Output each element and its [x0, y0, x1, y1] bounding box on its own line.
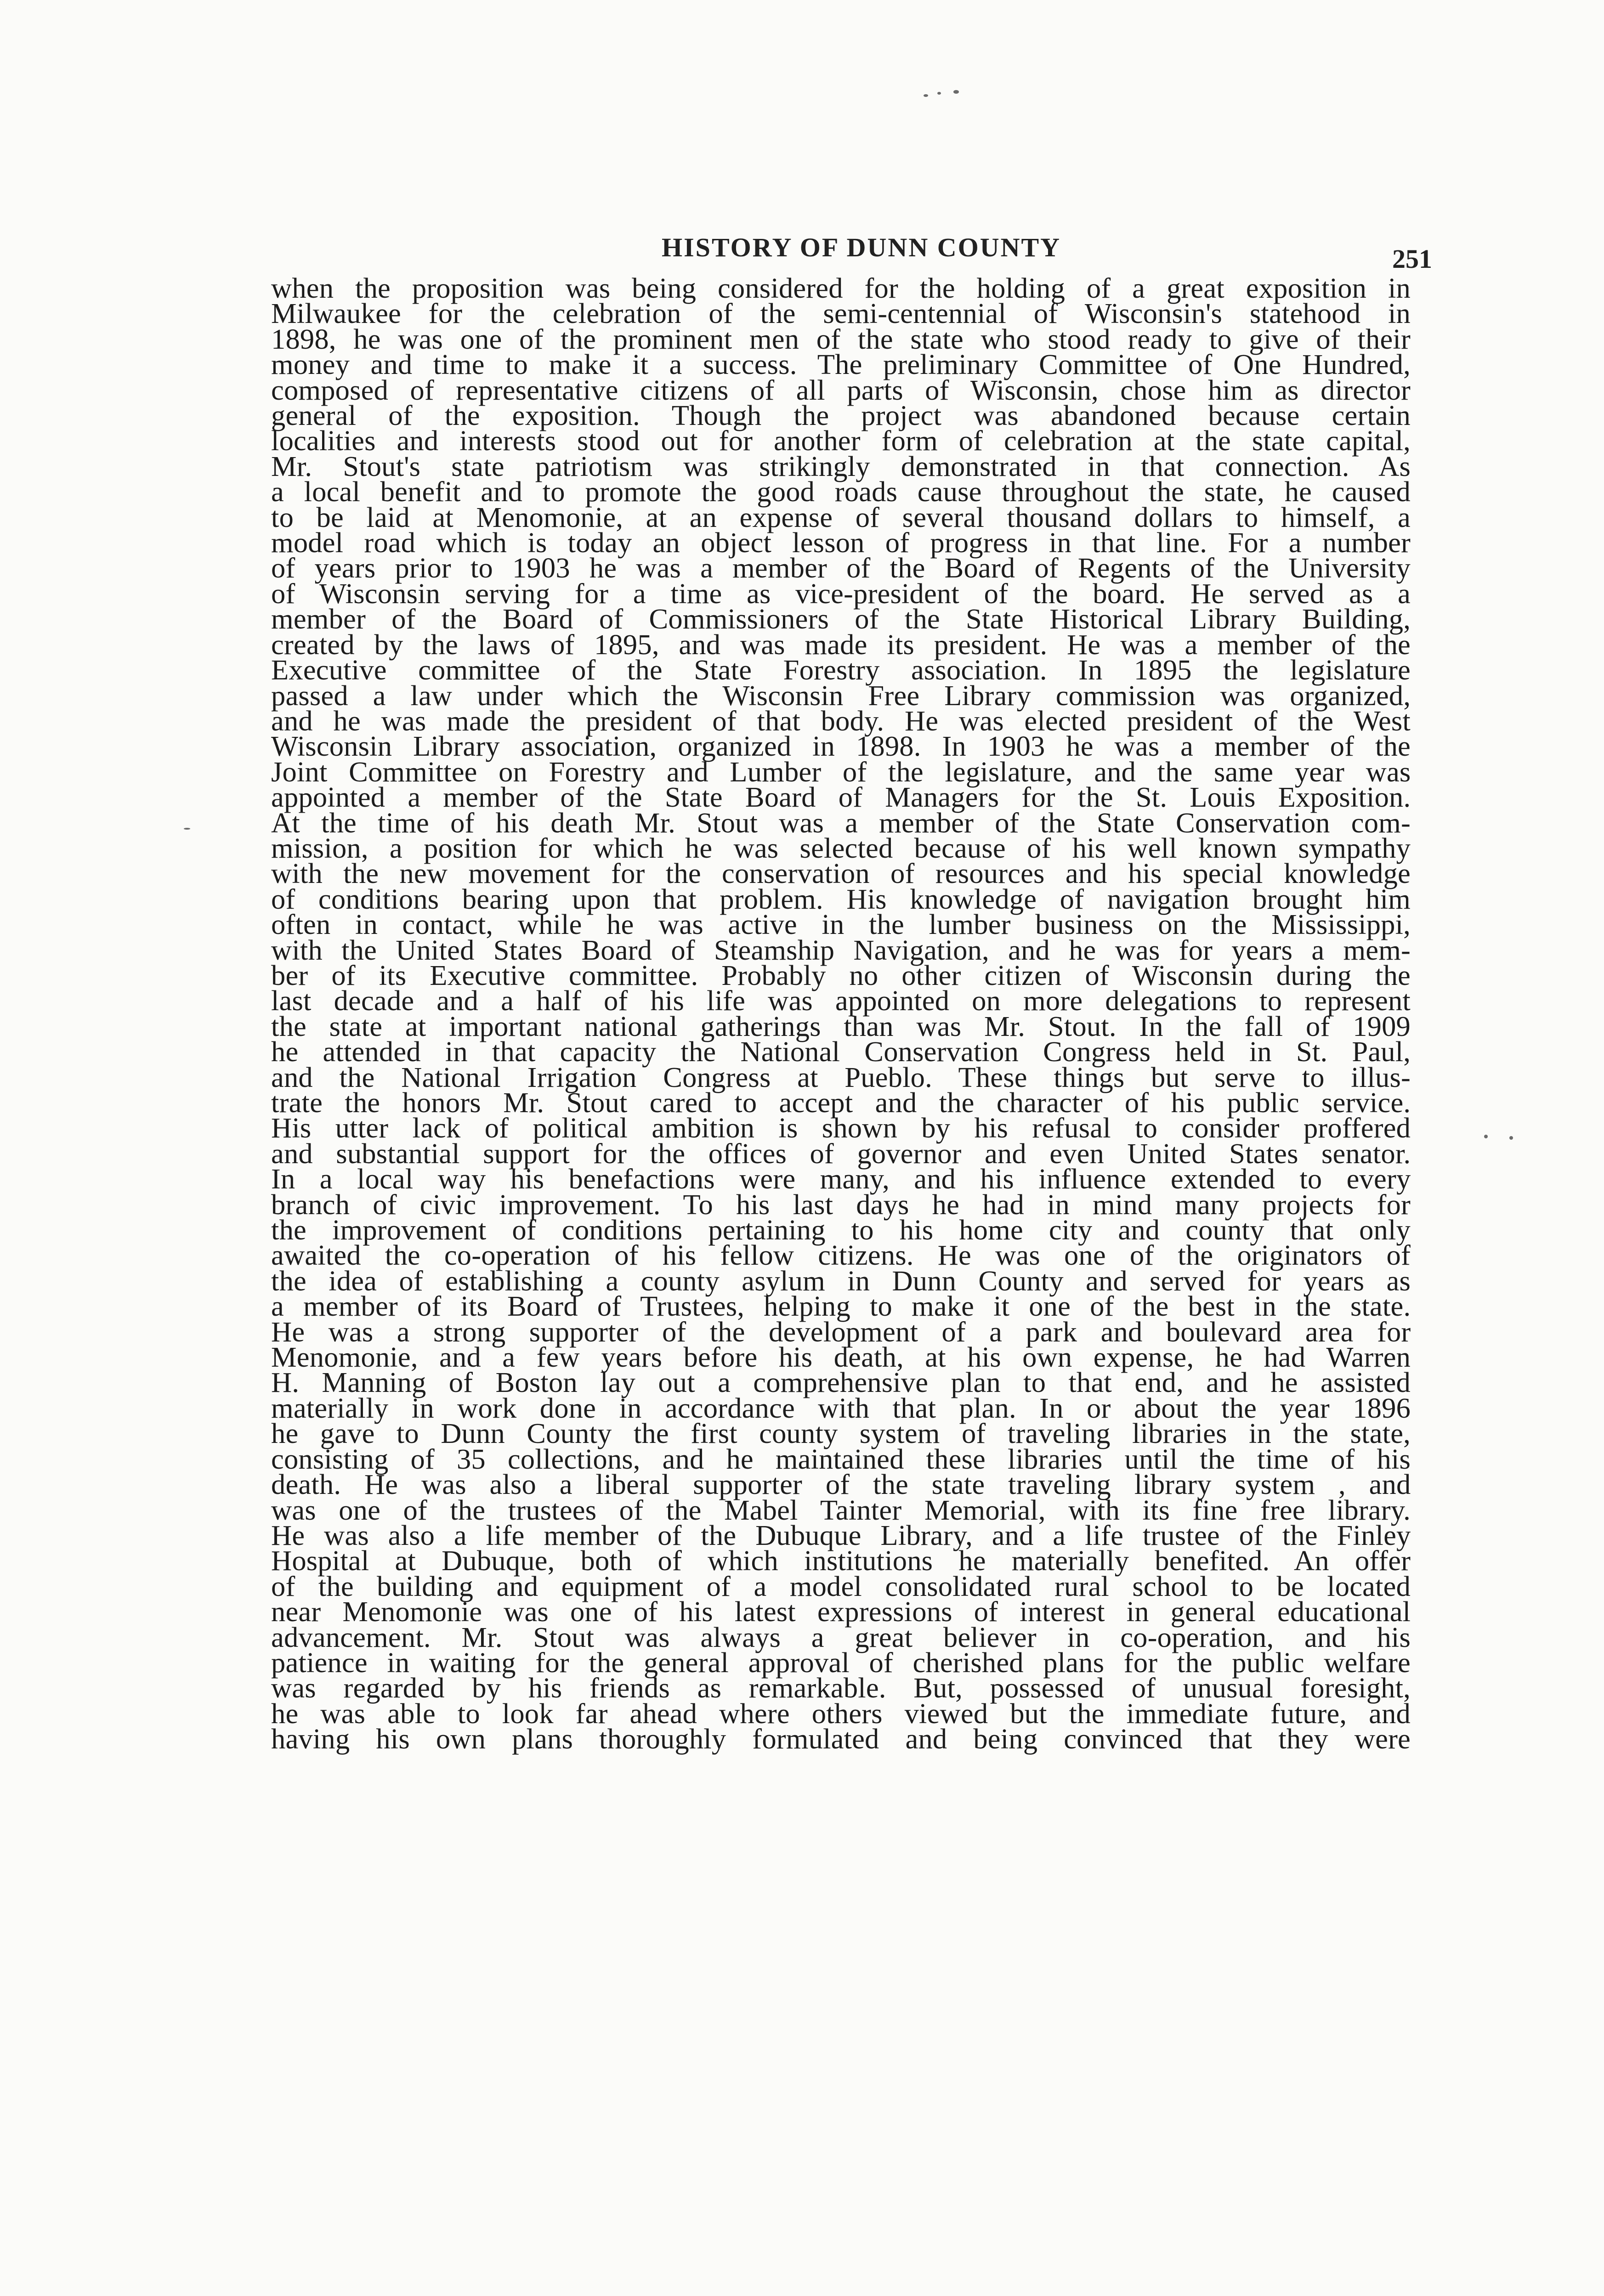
text-line: and substantial support for the offices of governor and even United States senator. — [271, 1137, 1411, 1170]
scan-speck — [937, 92, 941, 95]
scan-speck — [953, 90, 959, 94]
text-line: created by the laws of 1895, and was made its president. He was a member of the — [271, 628, 1411, 661]
scan-speck — [1484, 1135, 1488, 1138]
text-line: of Wisconsin serving for a time as vice-president of the board. He served as a — [271, 577, 1411, 610]
text-line: the state at important national gatherings than was Mr. Stout. In the fall of 1909 — [271, 1010, 1411, 1042]
page-number: 251 — [1392, 244, 1432, 274]
text-line: with the United States Board of Steamship Navigation, and he was for years a mem- — [271, 933, 1411, 966]
text-line: consisting of 35 collections, and he maintained these libraries until the time of his — [271, 1442, 1411, 1475]
text-line: to be laid at Menomonie, at an expense of several thousand dollars to himself, a — [271, 501, 1411, 533]
text-line: Wisconsin Library association, organized in 1898. In 1903 he was a member of the — [271, 730, 1411, 763]
text-line: In a local way his benefactions were many, and his influence extended to every — [271, 1163, 1411, 1195]
text-line: Hospital at Dubuque, both of which institutions he materially benefited. An offer — [271, 1544, 1411, 1577]
text-line: with the new movement for the conservation of resources and his special knowledge — [271, 857, 1411, 890]
text-line: the idea of establishing a county asylum in Dunn County and served for years as — [271, 1264, 1411, 1297]
text-line: Mr. Stout's state patriotism was strikingly demonstrated in that connection. As — [271, 450, 1411, 482]
text-line: last decade and a half of his life was appointed on more delegations to represent — [271, 984, 1411, 1017]
text-line: awaited the co-operation of his fellow citizens. He was one of the originators of — [271, 1239, 1411, 1272]
text-line: a member of its Board of Trustees, helping to make it one of the best in the state. — [271, 1290, 1411, 1323]
text-line: composed of representative citizens of all parts of Wisconsin, chose him as director — [271, 373, 1411, 406]
text-line: patience in waiting for the general approval of cherished plans for the public welfare — [271, 1646, 1411, 1679]
text-line: and he was made the president of that body. He was elected president of the West — [271, 704, 1411, 737]
text-line: passed a law under which the Wisconsin Free Library commission was organized, — [271, 679, 1411, 712]
text-line: materially in work done in accordance with that plan. In or about the year 1896 — [271, 1391, 1411, 1424]
text-line: member of the Board of Commissioners of the State Historical Library Building, — [271, 603, 1411, 635]
text-line: He was a strong supporter of the development of a park and boulevard area for — [271, 1315, 1411, 1348]
text-line: trate the honors Mr. Stout cared to accept and the character of his public service. — [271, 1086, 1411, 1119]
text-line: Menomonie, and a few years before his death, at his own expense, he had Warren — [271, 1341, 1411, 1374]
body-text — [271, 272, 1411, 1755]
text-line: near Menomonie was one of his latest expressions of interest in general educational — [271, 1595, 1411, 1628]
text-line: Milwaukee for the celebration of the semi-centennial of Wisconsin's statehood in — [271, 297, 1411, 330]
text-line: death. He was also a liberal supporter of the state traveling library system , and — [271, 1468, 1411, 1501]
text-line: was one of the trustees of the Mabel Tainter Memorial, with its fine free library. — [271, 1493, 1411, 1526]
text-line: the improvement of conditions pertaining to his home city and county that only — [271, 1214, 1411, 1246]
text-line: he was able to look far ahead where others viewed but the immediate future, and — [271, 1697, 1411, 1730]
text-line: localities and interests stood out for another form of celebration at the state capital, — [271, 424, 1411, 457]
text-line: was regarded by his friends as remarkable. But, possessed of unusual foresight, — [271, 1672, 1411, 1704]
text-line: Executive committee of the State Forestry association. In 1895 the legislature — [271, 654, 1411, 686]
text-line: having his own plans thoroughly formulated and being convinced that they were — [271, 1723, 1411, 1755]
text-line: advancement. Mr. Stout was always a great believer in co-operation, and his — [271, 1621, 1411, 1653]
text-line: of the building and equipment of a model consolidated rural school to be located — [271, 1570, 1411, 1602]
text-line: He was also a life member of the Dubuque Library, and a life trustee of the Finley — [271, 1519, 1411, 1551]
scan-speck — [1509, 1136, 1513, 1140]
running-head: HISTORY OF DUNN COUNTY — [662, 232, 1061, 262]
text-line: often in contact, while he was active in the lumber business on the Mississippi, — [271, 908, 1411, 941]
text-line: of years prior to 1903 he was a member of the Board of Regents of the University — [271, 552, 1411, 584]
text-line: a local benefit and to promote the good roads cause throughout the state, he caused — [271, 475, 1411, 508]
text-line: of conditions bearing upon that problem. His knowledge of navigation brought him — [271, 882, 1411, 915]
text-line: 1898, he was one of the prominent men of the state who stood ready to give of their — [271, 322, 1411, 355]
scan-speck — [184, 828, 190, 830]
text-line: ber of its Executive committee. Probably no other citizen of Wisconsin during the — [271, 959, 1411, 991]
text-line: he attended in that capacity the National Conservation Congress held in St. Paul, — [271, 1035, 1411, 1068]
text-line: branch of civic improvement. To his last days he had in mind many projects for — [271, 1188, 1411, 1221]
text-line: At the time of his death Mr. Stout was a member of the State Conservation com- — [271, 806, 1411, 839]
text-line: and the National Irrigation Congress at Pueblo. These things but serve to illus- — [271, 1061, 1411, 1093]
text-line: Joint Committee on Forestry and Lumber of the legislature, and the same year was — [271, 755, 1411, 788]
text-line: appointed a member of the State Board of Managers for the St. Louis Exposition. — [271, 781, 1411, 814]
text-line: he gave to Dunn County the first county system of traveling libraries in the state, — [271, 1417, 1411, 1450]
text-line: H. Manning of Boston lay out a comprehensive plan to that end, and he assisted — [271, 1366, 1411, 1399]
scan-speck — [924, 94, 928, 97]
text-line: when the proposition was being considered for the holding of a great exposition in — [271, 272, 1411, 304]
text-line: money and time to make it a success. The preliminary Committee of One Hundred, — [271, 348, 1411, 381]
text-line: general of the exposition. Though the project was abandoned because certain — [271, 399, 1411, 432]
text-line: model road which is today an object lesson of progress in that line. For a number — [271, 526, 1411, 559]
text-line: mission, a position for which he was selected because of his well known sympathy — [271, 831, 1411, 864]
text-line: His utter lack of political ambition is shown by his refusal to consider proffered — [271, 1112, 1411, 1144]
